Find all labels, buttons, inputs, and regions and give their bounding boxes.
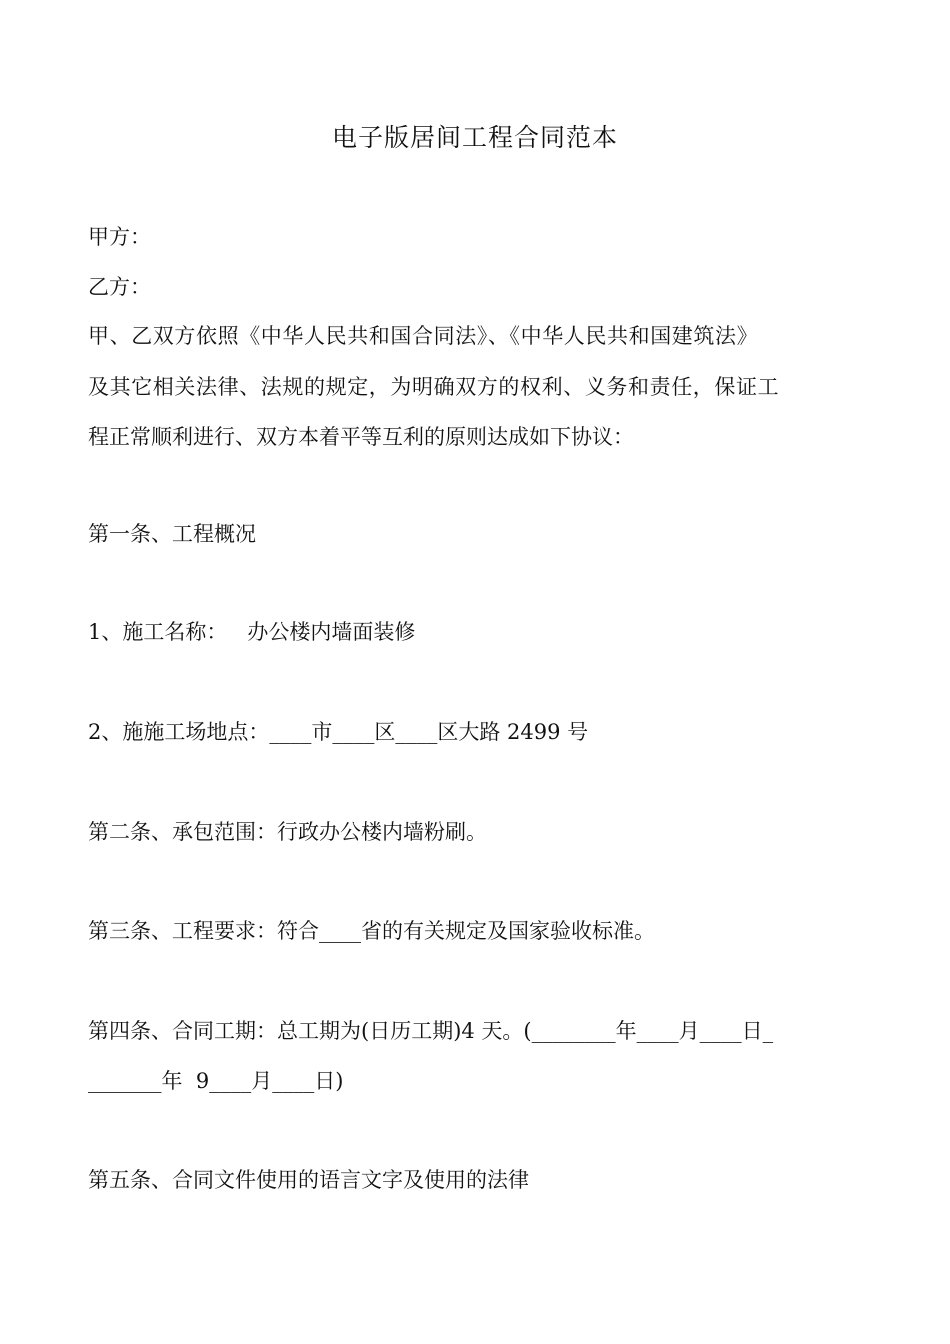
article-3-requirements: 第三条、工程要求：符合____省的有关规定及国家验收标准。 (88, 919, 655, 943)
intro-paragraph-line: 程正常顺利进行、双方本着平等互利的原则达成如下协议： (88, 425, 634, 449)
document-title: 电子版居间工程合同范本 (331, 123, 618, 152)
intro-paragraph-line: 甲、乙双方依照《中华人民共和国合同法》、《中华人民共和国建筑法》 (88, 324, 759, 348)
article-2-scope: 第二条、承包范围：行政办公楼内墙粉刷。 (88, 820, 487, 844)
intro-paragraph-line: 及其它相关法律、法规的规定，为明确双方的权利、义务和责任，保证工 (88, 375, 780, 399)
article-5-heading: 第五条、合同文件使用的语言文字及使用的法律 (88, 1168, 529, 1192)
article-4-duration-line: _______年 9____月____日) (88, 1069, 344, 1093)
project-name-item: 1、施工名称： 办公楼内墙面装修 (88, 620, 416, 644)
article-1-heading: 第一条、工程概况 (88, 522, 256, 546)
party-b-label: 乙方： (88, 275, 151, 299)
party-a-label: 甲方： (88, 225, 151, 249)
article-4-duration-line: 第四条、合同工期：总工期为(日历工期)4 天。(________年____月____日_ (88, 1019, 774, 1043)
project-location-item: 2、施施工场地点：____市____区____区大路 2499 号 (88, 720, 589, 744)
